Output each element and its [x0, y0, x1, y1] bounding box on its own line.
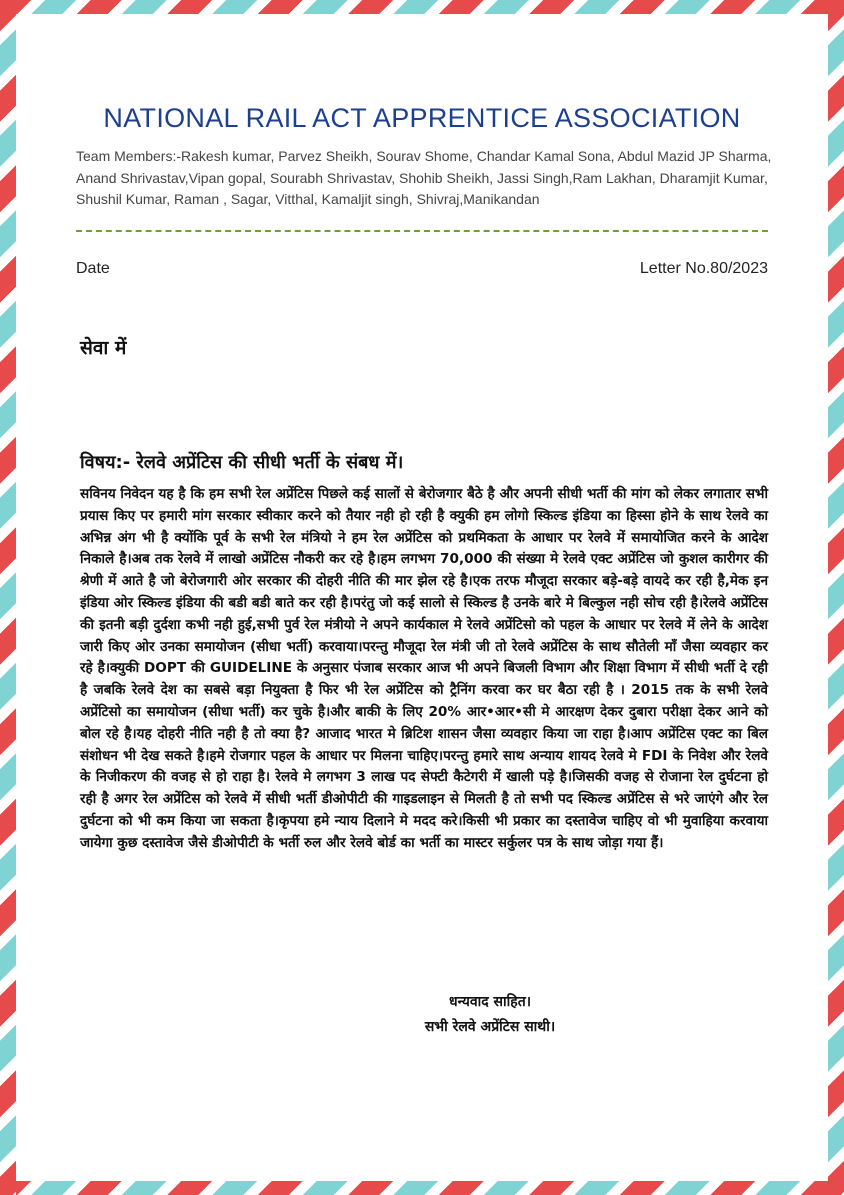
- date-label: Date: [76, 260, 110, 277]
- salutation: सेवा में: [80, 337, 127, 359]
- letter-number: Letter No.80/2023: [639, 260, 768, 277]
- letter-body: सविनय निवेदन यह है कि हम सभी रेल अप्रेंटिस पिछले कई सालों से बेरोजगार बैठे है और अपनी सीधी भर्ती की मांग को लेकर लगातार सभी प्रयास किए पर हमारी मांग सरकार स्वीकार करने को तैयार नही हो रही है क्युकी हम लोगो स्किल्ड इंडिया का हिस्सा होने के साथ रेलवे का अभिन्न अंग भी है क्योंकि पूर्व के सभी रेल मंत्रियो ने हम रेल अप्रेंटिस को प्रथमिकता के आधार पर रेलवे में समायोजित करने के आदेश निकाले है।अब तक रेलवे में लाखो अप्रेंटिस नौकरी कर रहे है।हम लगभग 70,000 की संख्या मे रेलवे एक्ट अप्रेंटिस जो कुशल कारीगर की श्रेणी में आते है जो बेरोजगारी ओर सरकार की दोहरी नीति की मार झेल रहे है।एक तरफ मौजूदा सरकार बड़े-बड़े वायदे कर रही है,मेक इन इंडिया ओर स्किल्ड इंडिया की बडी बडी बाते कर रही है।परंतु जो कई सालो से स्किल्ड है उनके बारे मे बिल्कुल नही सोच रही है।रेलवे अप्रेंटिस की इतनी बड़ी दुर्दशा कभी नही हुई,सभी पुर्व रेल मंत्रीयो ने अपने कार्यकाल मे रेलवे अप्रेंटिसो को पहल के आधार पर रेलवे में लेने के आदेश जारी किए ओर उनका समायोजन (सीधा भर्ती) करवाया।परन्तु मौजूदा रेल मंत्री जी तो रेलवे अप्रेंटिस के साथ सौतेली माँ जैसा व्यवहार कर रहे है।क्युकी DOPT की GUIDELINE के अनुसार पंजाब सरकार आज भी अपने बिजली विभाग और शिक्षा विभाग में सीधी भर्ती दे रही है जबकि रेलवे देश का सबसे बड़ा नियुक्ता है फिर भी रेल अप्रेंटिस को ट्रैनिंग करवा कर घर बैठा रही है । 2015 तक के सभी रेलवे अप्रेंटिसो का समायोजन (सीधा भर्ती) कर चुके है।और बाकी के लिए 20% आर•आर•सी मे आरक्षण देकर दुबारा परीक्षा देकर आने को बोल रहे है।यह दोहरी नीति नही है तो क्या है? आजाद भारत मे ब्रिटिश शासन जैसा व्यवहार किया जा राहा है।आप अप्रेंटिस एक्ट का बिल संशोधन भी देख सकते है।हमे रोजगार पहल के आधार पर मिलना चाहिए।परन्तु हमारे साथ अन्याय शायद रेलवे मे FDI के निवेश और रेलवे के निजीकरण की वजह से हो राहा है। रेलवे मे लगभग 3 लाख पद सेफ्टी कैटेगरी में खाली पड़े है।जिसकी वजह से रोजाना रेल दुर्घटना हो रही है अगर रेल अप्रेंटिस को रेलवे में सीधी भर्ती डीओपीटी की गाइडलाइन से मिलती है तो सभी पद स्किल्ड अप्रेंटिस से भरे जाएंगे और रेल दुर्घटना को भी कम किया जा सकता है।कृपया हमे न्याय दिलाने मे मदद करे।किसी भी प्रकार का दस्तावेज चाहिए वो भी मुवाहिया करवाया जायेगा कुछ दस्तावेज जैसे डीओपीटी के भर्ती रुल और रेलवे बोर्ड का भर्ती का मास्टर सर्कुलर पत्र के साथ जोड़ा गया हैं।: [80, 486, 769, 851]
- airmail-border-left: [0, 0, 16, 1195]
- airmail-border-right: [828, 0, 844, 1195]
- closing-block: [400, 990, 580, 1040]
- airmail-border-bottom: [0, 1181, 844, 1195]
- team-members: Team Members:-Rakesh kumar, Parvez Sheikh, Sourav Shome, Chandar Kamal Sona, Abdul Mazid JP Sharma, Anand Shrivastav,Vipan gopal, Sourabh Shrivastav, Shohib Sheikh, Jassi Singh,Ram Lakhan, Dharamjit Kumar, Shushil Kumar, Raman , Sagar, Vitthal, Kamaljit singh, Shivraj,Manikandan: [76, 148, 772, 207]
- closing-thanks: धन्यवाद साहित।: [448, 994, 531, 1010]
- organization-title: NATIONAL RAIL ACT APPRENTICE ASSOCIATION: [103, 103, 741, 133]
- header-divider: [76, 230, 768, 232]
- subject-line: विषय:- रेलवे अप्रेंटिस की सीधी भर्ती के संबध में।: [80, 452, 404, 473]
- closing-signature: सभी रेलवे अप्रेंटिस साथी।: [424, 1019, 556, 1035]
- airmail-border-top: [0, 0, 844, 14]
